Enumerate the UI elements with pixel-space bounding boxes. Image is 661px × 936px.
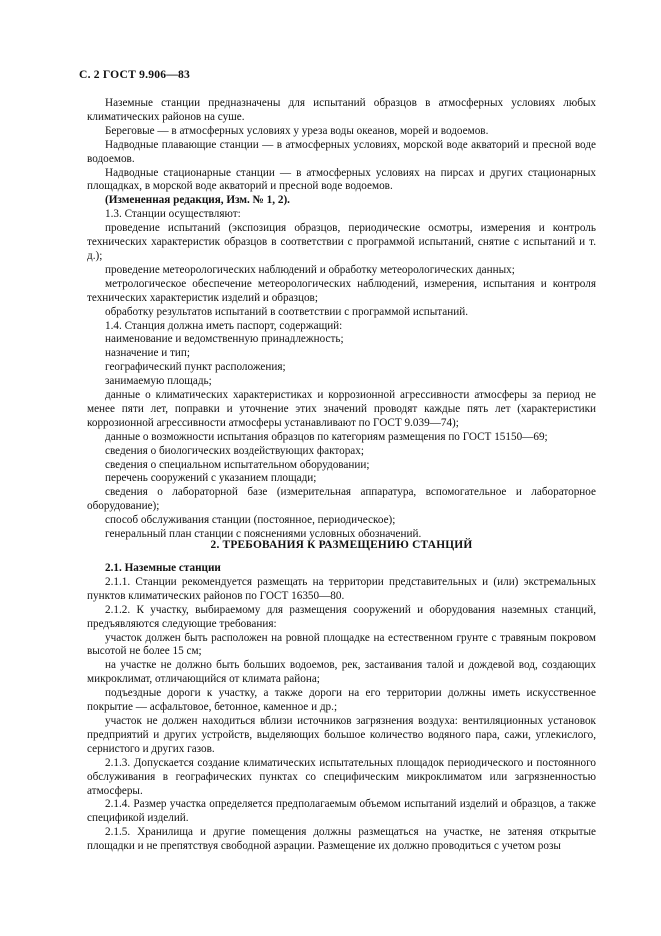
list-item: генеральный план станции с пояснениями условных обозначений. [105, 528, 422, 541]
section1-body [87, 97, 596, 542]
paragraph: метрологическое обеспечение метеорологических наблюдений, измерения, испытания и контроля технических характеристик изделий и образцов; [87, 277, 596, 304]
list-item: географический пункт расположения; [105, 361, 286, 374]
paragraph: проведение испытаний (экспозиция образцов, периодические осмотры, измерения и контроль технических характеристик образцов в соответствии с программой испытаний, снятие с испытаний и т. д.); [87, 222, 596, 262]
list-item: наименование и ведомственную принадлежность; [105, 333, 344, 346]
subsection-heading: 2.1. Наземные станции [105, 562, 221, 574]
paragraph: проведение метеорологических наблюдений и обработку метеорологических данных; [105, 263, 515, 276]
list-item: способ обслуживания станции (постоянное, периодическое); [105, 514, 396, 527]
list-item: занимаемую площадь; [105, 375, 212, 388]
list-item: на участке не должно быть больших водоемов, рек, застаивания талой и дождевой вод, создающих микроклимат, отличающийся от климата района; [87, 659, 596, 686]
section-heading: 2. ТРЕБОВАНИЯ К РАЗМЕЩЕНИЮ СТАНЦИЙ [210, 539, 473, 551]
list-item: данные о климатических характеристиках и коррозионной агрессивности атмосферы за период не менее пяти лет, поправки и уточнение этих значений проводят каждые пять лет (характеристики коррозионной агрессивности атмосферы устанавливают по ГОСТ 9.039—74); [87, 389, 596, 429]
clause-2-1-1: 2.1.1. Станции рекомендуется размещать на территории представительных и (или) экстремальных пунктов климатических районов по ГОСТ 16350—80. [87, 575, 596, 602]
paragraph: Надводные стационарные станции — в атмосферных условиях на пирсах и других стационарных площадках, в морской воде акваторий и пресной воде водоемов. [87, 166, 596, 193]
clause-2-1-4: 2.1.4. Размер участка определяется предполагаемым объемом испытаний изделий и образцов, а также спецификой изделий. [87, 798, 596, 825]
clause-2-1-5: 2.1.5. Хранилища и другие помещения должны размещаться на участке, не затеняя открытые площадки и не препятствуя свободной аэрации. Размещение их должно проводиться с учетом розы [87, 826, 596, 853]
section2-body [87, 562, 596, 854]
clause-2-1-3: 2.1.3. Допускается создание климатических испытательных площадок периодического и постоянного обслуживания в географических пунктах со специфическим микроклиматом или загрязненностью атмосферы. [87, 756, 596, 797]
list-item: данные о возможности испытания образцов по категориям размещения по ГОСТ 15150—69; [105, 430, 548, 443]
paragraph: обработку результатов испытаний в соответствии с программой испытаний. [105, 305, 469, 318]
clause-1-4: 1.4. Станция должна иметь паспорт, содержащий: [105, 319, 343, 332]
list-item: сведения о лабораторной базе (измерительная аппаратура, вспомогательное и лабораторное оборудование); [87, 486, 596, 513]
list-item: сведения о биологических воздействующих факторах; [105, 444, 364, 457]
amendment-note: (Измененная редакция, Изм. № 1, 2). [105, 194, 290, 207]
list-item: назначение и тип; [105, 347, 190, 360]
clause-2-1-2: 2.1.2. К участку, выбираемому для размещения сооружений и оборудования наземных станций, предъявляются следующие требования: [87, 603, 596, 630]
paragraph: Наземные станции предназначены для испытаний образцов в атмосферных условиях любых климатических районов на суше. [87, 97, 596, 123]
list-item: сведения о специальном испытательном оборудовании; [105, 458, 370, 471]
clause-1-3: 1.3. Станции осуществляют: [105, 208, 241, 221]
list-item: подъездные дороги к участку, а также дороги на его территории должны иметь искусственное покрытие — асфальтовое, бетонное, каменное и др.; [87, 687, 596, 714]
list-item: перечень сооружений с указанием площади; [105, 472, 317, 485]
paragraph: Береговые — в атмосферных условиях у уреза воды океанов, морей и водоемов. [105, 124, 489, 137]
paragraph: Надводные плавающие станции — в атмосферных условиях, морской воде акваторий и пресной воде водоемов. [87, 138, 596, 165]
running-head: С. 2 ГОСТ 9.906—83 [79, 68, 190, 81]
list-item: участок не должен находиться вблизи источников загрязнения воздуха: вентиляционных установок предприятий и других устройств, выделяющих большое количество водяного пара, сажи, углекислого, сернистого и других газов. [87, 714, 596, 755]
list-item: участок должен быть расположен на ровной площадке на естественном грунте с травяным покровом высотой не более 15 см; [87, 631, 596, 658]
